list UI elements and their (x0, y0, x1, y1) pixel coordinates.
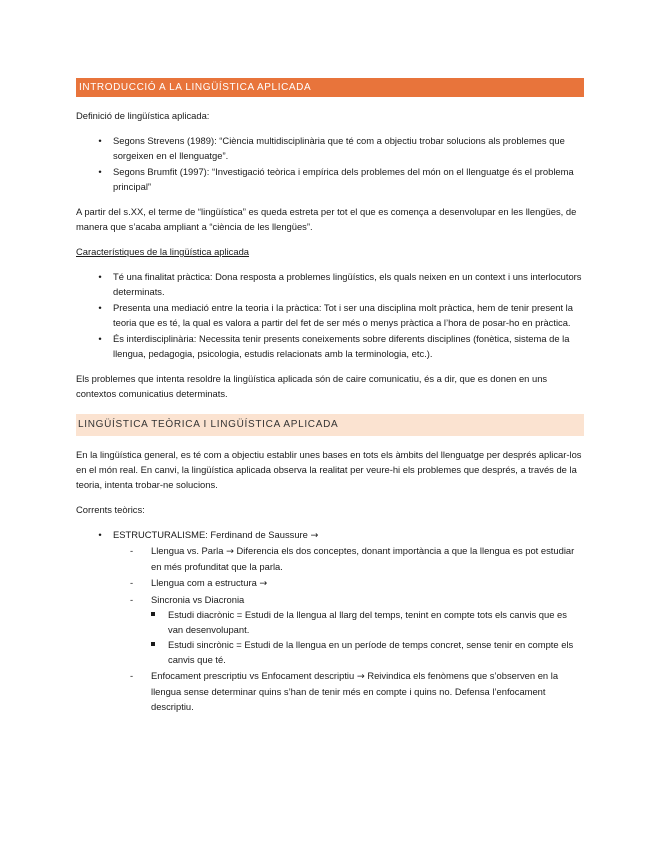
bullet-icon: • (98, 302, 102, 313)
definitions-list (76, 133, 584, 194)
bullet-icon: • (98, 271, 102, 282)
definition-label: Definició de lingüística aplicada: (76, 110, 210, 121)
square-bullet-icon (151, 642, 155, 646)
dash-icon: - (130, 670, 134, 681)
document-page (76, 78, 584, 724)
characteristics-list (76, 269, 584, 361)
list-item (76, 527, 584, 714)
characteristics-label: Característiques de la lingüística aplicada (76, 246, 250, 257)
list-item: Estudi sincrònic = Estudi de la llengua en un període de temps concret, sense tenir en compte els canvis que té. (151, 637, 584, 667)
bullet-icon: • (98, 333, 102, 344)
bullet-icon: • (98, 166, 102, 177)
dash-icon: - (130, 545, 134, 556)
dash-icon: - (130, 594, 134, 605)
square-bullet-icon (151, 612, 155, 616)
bullet-icon: • (98, 529, 102, 540)
list-item: • Presenta una mediació entre la teoria i la pràctica: Tot i ser una disciplina molt pràctica, hem de tenir present la teoria que es té, la qual es valora a partir del fet de ser més o menys pràctica a l’hora de posar-ho en pràctica. (76, 300, 584, 330)
list-item: • Segons Strevens (1989): “Ciència multidisciplinària que té com a objectiu trobar solucions als problemes que sorgeixen en el llenguatge”. (76, 133, 584, 163)
list-item: - Llengua vs. Parla → Diferencia els dos conceptes, donant importància a que la llengua es pot estudiar en més profunditat que la parla. (130, 545, 575, 572)
arrow-right-icon: → (310, 530, 319, 541)
section-heading-teorica-aplicada: LINGÜÍSTICA TEÒRICA I LINGÜÍSTICA APLICADA (76, 414, 584, 436)
sincronia-sublist (151, 607, 584, 667)
list-item: Estudi diacrònic = Estudi de la llengua al llarg del temps, tenint en compte tots els canvis que es van desenvolupant. (151, 607, 584, 637)
arrow-right-icon: → (259, 578, 268, 589)
dash-icon: - (130, 577, 134, 588)
list-item: - Sincronia vs Diacronia Estudi diacrònic = Estudi de la llengua al llarg del temps, tenint en compte tots els canvis que es van desenvolupant. Estudi sincrònic = Estudi de la llengua en un període de temps concret, sense tenir en compte els canvis que té. (113, 592, 584, 667)
arrow-right-icon: → (226, 546, 234, 557)
list-item: - Llengua com a estructura → (130, 577, 268, 589)
list-item: • És interdisciplinària: Necessita tenir presents coneixements sobre diferents disciplines (fonètica, sistema de la llengua, pedagogia, psicologia, estudis relacionats amb la terminologia, etc.). (76, 331, 584, 361)
paragraph-segle-xx: A partir del s.XX, el terme de “lingüística” es queda estreta per tot el que es comença a desenvolupar en les llengües, de manera que s’acaba ampliant a “ciència de les llengües”. (76, 206, 577, 232)
corrents-list (76, 527, 584, 714)
arrow-right-icon: → (356, 671, 365, 682)
paragraph-linguistica-general: En la lingüística general, es té com a objectiu establir unes bases en tots els àmbits del llenguatge per després aplicar-los en el món real. En canvi, la lingüística aplicada observa la realitat per veure-hi els problemes que després, a través de la teoria, intenta trobar-ne solucions. (76, 449, 582, 490)
list-item: - Enfocament prescriptiu vs Enfocament descriptiu → Reivindica els fenòmens que s’observen en la llengua sense determinar quins s’han de tenir més en compte i quins no. Defensa l’enfocament descriptiu. (130, 670, 559, 712)
list-item: • Segons Brumfit (1997): “Investigació teòrica i empírica dels problemes del món on el llenguatge és el problema principal” (76, 164, 584, 194)
estructuralisme-sublist (113, 543, 584, 714)
list-item: • Té una finalitat pràctica: Dona resposta a problemes lingüístics, els quals neixen en un context i uns interlocutors determinats. (76, 269, 584, 299)
corrents-label: Corrents teòrics: (76, 504, 145, 515)
section-heading-introduccio: INTRODUCCIÓ A LA LINGÜÍSTICA APLICADA (76, 78, 584, 97)
paragraph-problemes: Els problemes que intenta resoldre la lingüística aplicada són de caire comunicatiu, és a dir, que es donen en uns contextos comunicatius determinats. (76, 373, 548, 399)
bullet-icon: • (98, 135, 102, 146)
estructuralisme-label: ESTRUCTURALISME: Ferdinand de Saussure (113, 529, 308, 540)
